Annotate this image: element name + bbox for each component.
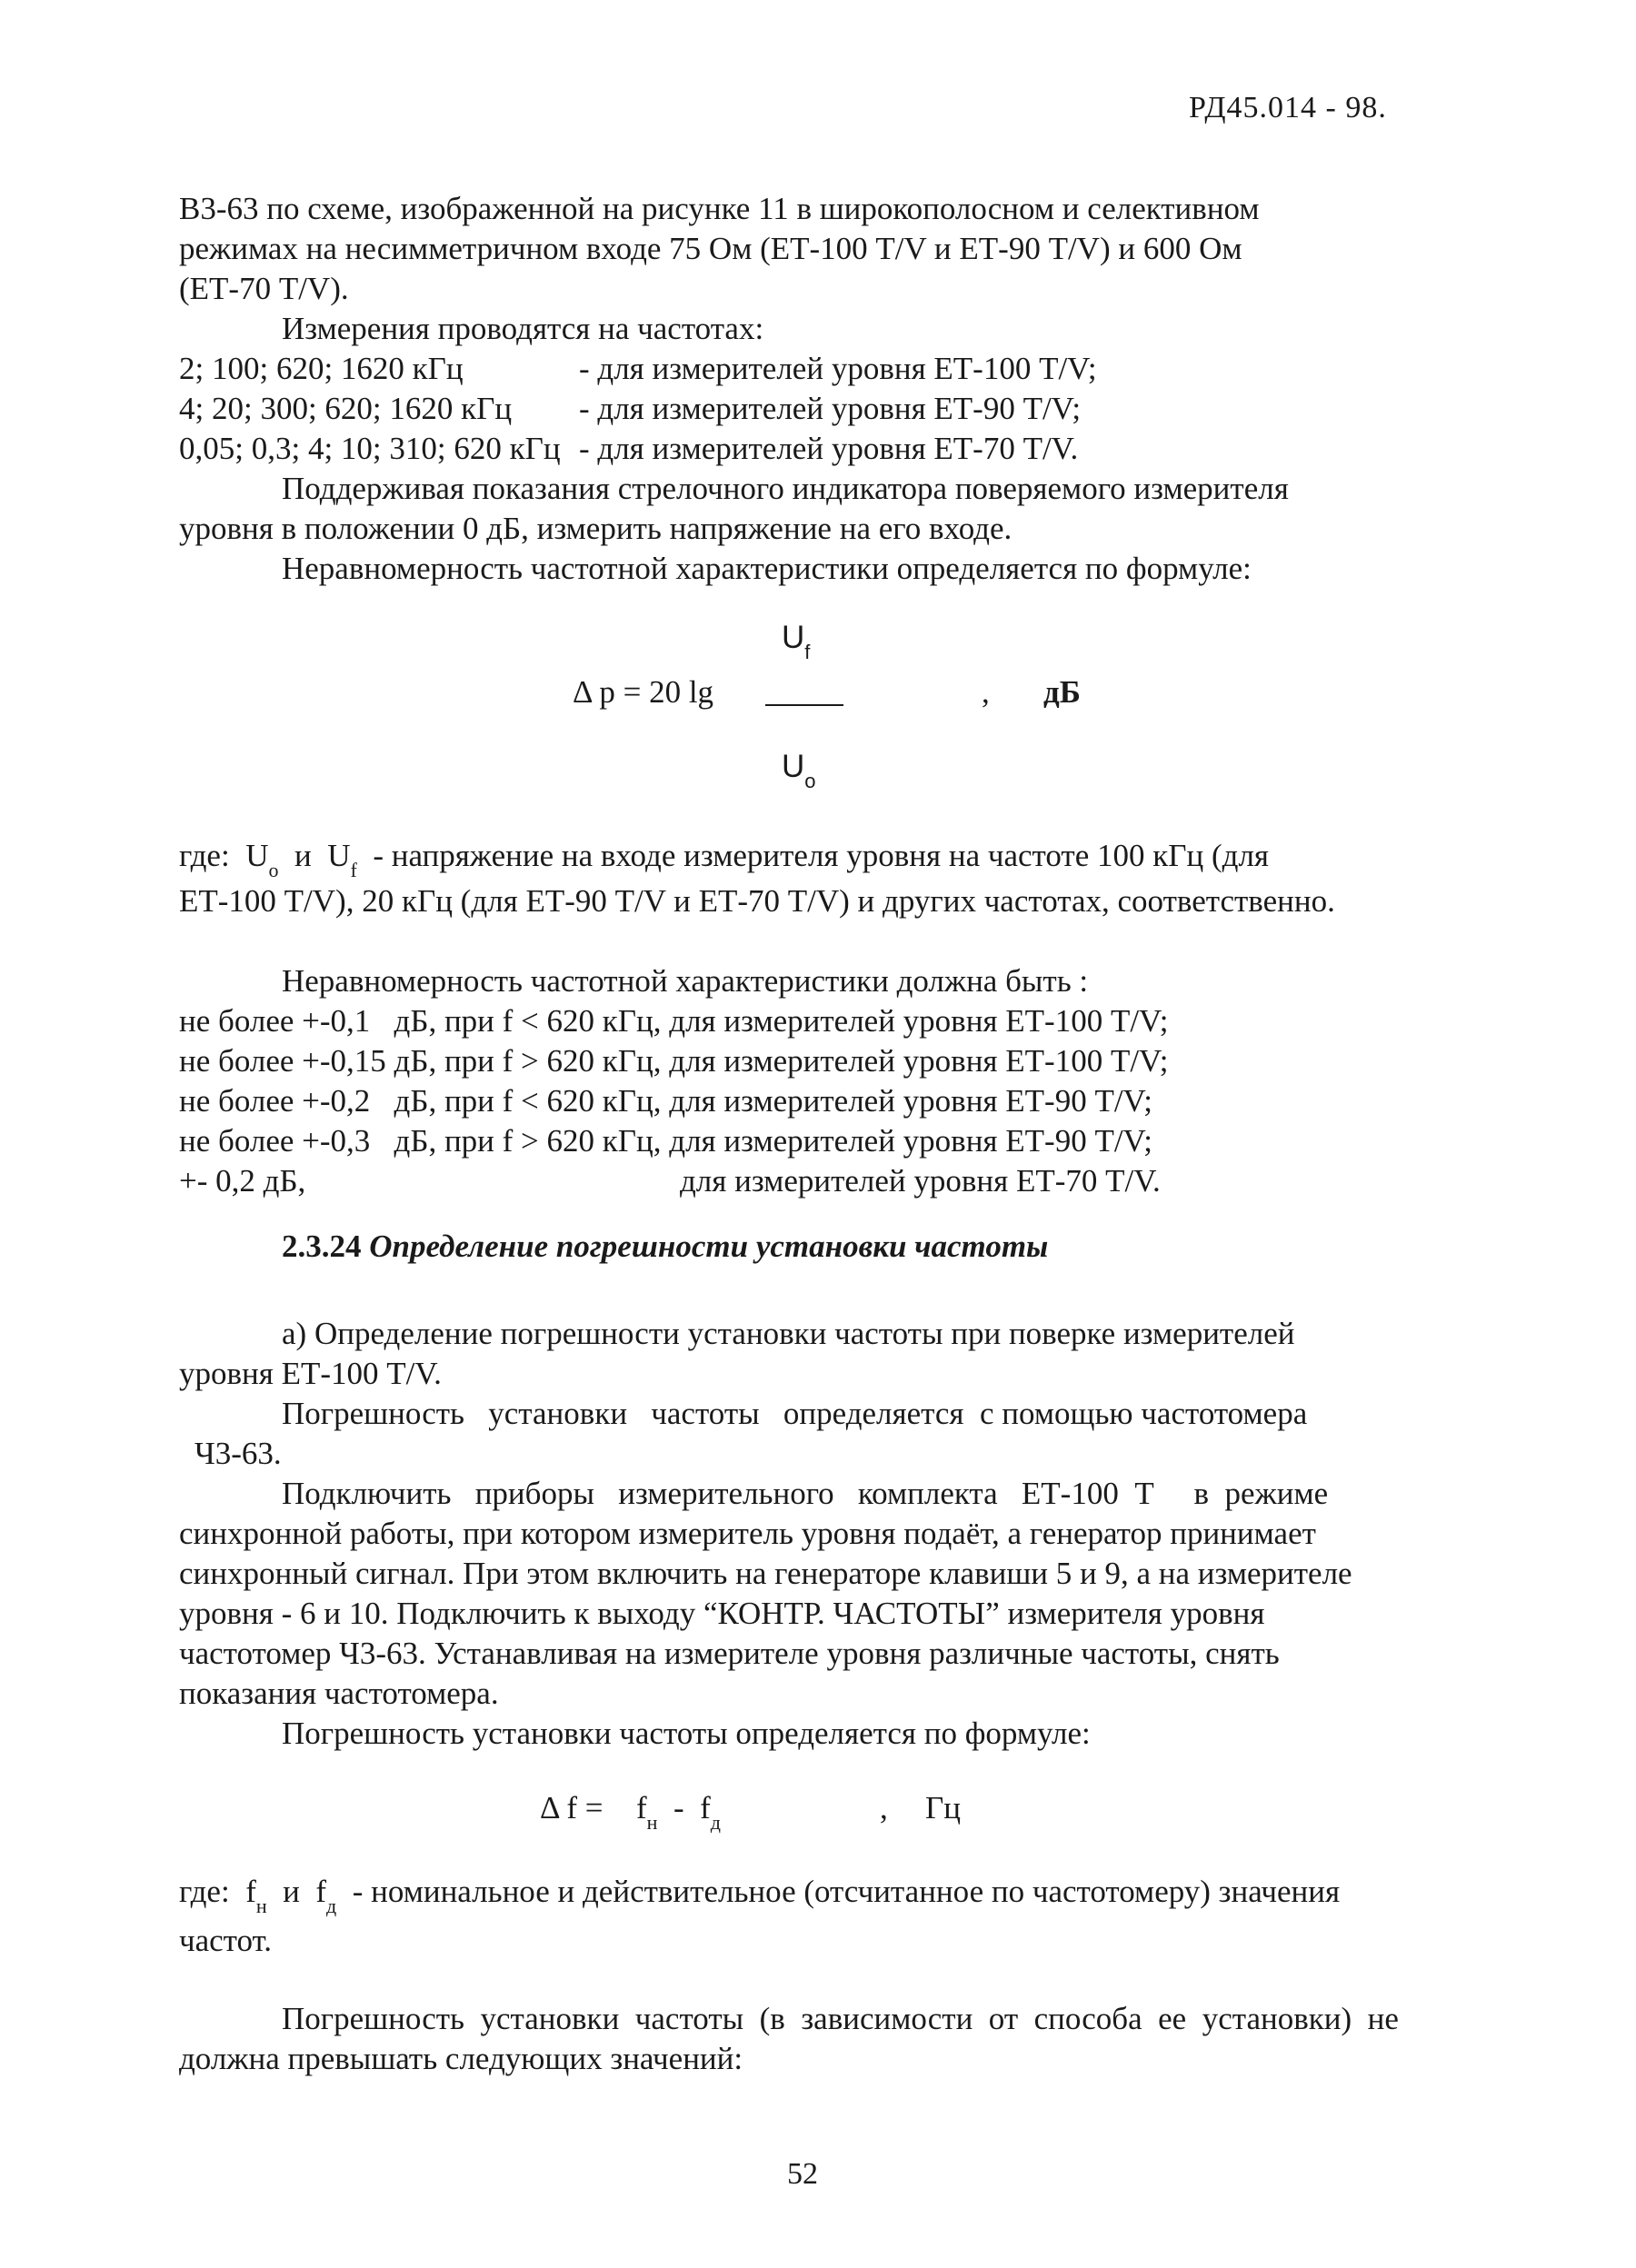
freq-target: - для измерителей уровня ЕТ-70 Т/V. [579, 431, 1079, 466]
intro-line-3: (ЕТ-70 Т/V). [179, 271, 349, 306]
meter-line-2: Ч3-63. [195, 1436, 282, 1471]
section-number: 2.3.24 [282, 1228, 362, 1264]
document-code: РД45.014 - 98. [1189, 91, 1387, 124]
formula1-intro: Неравномерность частотной характеристики определяется по формуле: [282, 551, 1252, 586]
connect-line-1: Подключить приборы измерительного комплекта ЕТ-100 Т в режиме [282, 1476, 1329, 1511]
where1-line-2: ЕТ-100 Т/V), 20 кГц (для ЕТ-90 Т/V и ЕТ-70 Т/V) и других частотах, соответственно. [179, 883, 1335, 919]
closing-line-2: должна превышать следующих значений: [179, 2041, 743, 2076]
connect-line-3: синхронный сигнал. При этом включить на генераторе клавиши 5 и 9, а на измерителе [179, 1556, 1352, 1591]
section-title: Определение погрешности установки частоты [369, 1228, 1049, 1264]
formula2-rhs: $f_н - f_д$ [636, 1790, 721, 1834]
formula2-unit: Гц [925, 1790, 961, 1825]
section-heading [282, 1228, 1048, 1265]
freq-row [179, 349, 1097, 389]
formula2-intro: Погрешность установки частоты определяется по формуле: [282, 1716, 1091, 1751]
nonuniformity-intro: Неравномерность частотной характеристики должна быть : [282, 963, 1089, 999]
nonuniformity-last-right: для измерителей уровня ЕТ-70 Т/V. [680, 1163, 1161, 1199]
meter-line-1: Погрешность установки частоты определяется с помощью частотомера [282, 1396, 1308, 1431]
part-a-line-2: уровня ЕТ-100 Т/V. [179, 1356, 442, 1391]
fraction-bar [765, 704, 843, 706]
connect-line-6: показания частотомера. [179, 1676, 499, 1711]
connect-line-4: уровня - 6 и 10. Подключить к выходу “КОНТР. ЧАСТОТЫ” измерителя уровня [179, 1596, 1265, 1631]
formula1-numerator: $U_f$ [782, 620, 811, 663]
freq-values: 4; 20; 300; 620; 1620 кГц [179, 391, 513, 426]
intro-line-2: режимах на несимметричном входе 75 Ом (ЕТ-100 Т/V и ЕТ-90 Т/V) и 600 Ом [179, 231, 1242, 266]
freq-row [179, 429, 1078, 469]
freq-row [179, 389, 1081, 429]
formula1-denominator: $U_o$ [782, 749, 816, 792]
nonuniformity-row: не более +-0,2 дБ, при f < 620 кГц, для измерителей уровня ЕТ-90 Т/V; [179, 1083, 1152, 1119]
part-a-line-1: а) Определение погрешности установки частоты при поверке измерителей [282, 1316, 1295, 1351]
freq-target: - для измерителей уровня ЕТ-100 Т/V; [579, 351, 1097, 386]
formula2-lhs: Δ f = [540, 1790, 604, 1825]
where2-line-2: частот. [179, 1923, 272, 1958]
formula1-lhs: Δ p = 20 lg [573, 674, 714, 710]
freq-intro: Измерения проводятся на частотах: [282, 311, 764, 346]
nonuniformity-row: не более +-0,1 дБ, при f < 620 кГц, для измерителей уровня ЕТ-100 Т/V; [179, 1003, 1169, 1039]
connect-line-5: частотомер Ч3-63. Устанавливая на измерителе уровня различные частоты, снять [179, 1636, 1280, 1671]
nonuniformity-row: не более +-0,3 дБ, при f > 620 кГц, для измерителей уровня ЕТ-90 Т/V; [179, 1123, 1152, 1159]
formula1-comma: , [982, 674, 990, 710]
support-line-1: Поддерживая показания стрелочного индикатора поверяемого измерителя [282, 471, 1289, 506]
where2-line-1: где: $f_н$ и $f_д$ - номинальное и действительное (отсчитанное по частотомеру) значения [179, 1874, 1341, 1917]
formula2-comma: , [880, 1790, 888, 1825]
where1-line-1: где: $U_o$ и $U_f$ - напряжение на входе измерителя уровня на частоте 100 кГц (для [179, 838, 1270, 881]
nonuniformity-row: не более +-0,15 дБ, при f > 620 кГц, для измерителей уровня ЕТ-100 Т/V; [179, 1043, 1169, 1079]
freq-target: - для измерителей уровня ЕТ-90 Т/V; [579, 391, 1082, 426]
connect-line-2: синхронной работы, при котором измеритель уровня подаёт, а генератор принимает [179, 1516, 1316, 1551]
closing-line-1: Погрешность установки частоты (в зависимости от способа ее установки) не [282, 2001, 1399, 2036]
intro-line-1: В3-63 по схеме, изображенной на рисунке 11 в широкополосном и селективном [179, 191, 1260, 226]
freq-values: 0,05; 0,3; 4; 10; 310; 620 кГц [179, 431, 561, 466]
freq-values: 2; 100; 620; 1620 кГц [179, 351, 464, 386]
nonuniformity-last-left: +- 0,2 дБ, [179, 1163, 306, 1199]
formula1-unit: дБ [1043, 674, 1081, 710]
support-line-2: уровня в положении 0 дБ, измерить напряжение на его входе. [179, 511, 1013, 546]
page-number: 52 [787, 2157, 818, 2191]
